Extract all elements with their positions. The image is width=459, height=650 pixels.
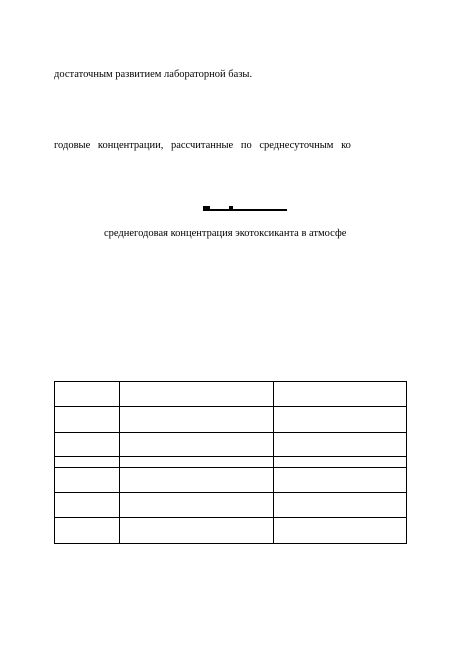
table-cell [274,468,407,493]
table-cell [120,407,274,433]
table-cell [274,518,407,544]
table-cell [55,407,120,433]
table-cell [120,433,274,457]
table-row [55,468,407,493]
table-row [55,407,407,433]
table-cell [274,433,407,457]
table-cell [55,493,120,518]
table-cell [120,493,274,518]
table-row [55,518,407,544]
table-row [55,493,407,518]
table-cell [55,382,120,407]
table-cell [274,382,407,407]
table-cell [274,407,407,433]
table-cell [120,382,274,407]
table-cell [274,493,407,518]
table-cell [120,457,274,468]
text-line-annual-mean-concentration: среднегодовая концентрация экотоксиканта в атмосфе [104,228,347,239]
table-row [55,457,407,468]
table-cell [55,433,120,457]
data-table [54,381,407,544]
formula-fraction [203,203,287,213]
text-line-annual-concentrations: годовые концентрации, рассчитанные по среднесуточным ко [54,140,351,151]
table-cell [55,468,120,493]
table-cell [55,457,120,468]
table-row [55,382,407,407]
table-row [55,433,407,457]
formula-fraction-bar [203,209,287,211]
table-cell [120,518,274,544]
text-line-lab-base: достаточным развитием лабораторной базы. [54,69,253,80]
table-cell [120,468,274,493]
table-body [55,382,407,544]
table-cell [274,457,407,468]
table-cell [55,518,120,544]
